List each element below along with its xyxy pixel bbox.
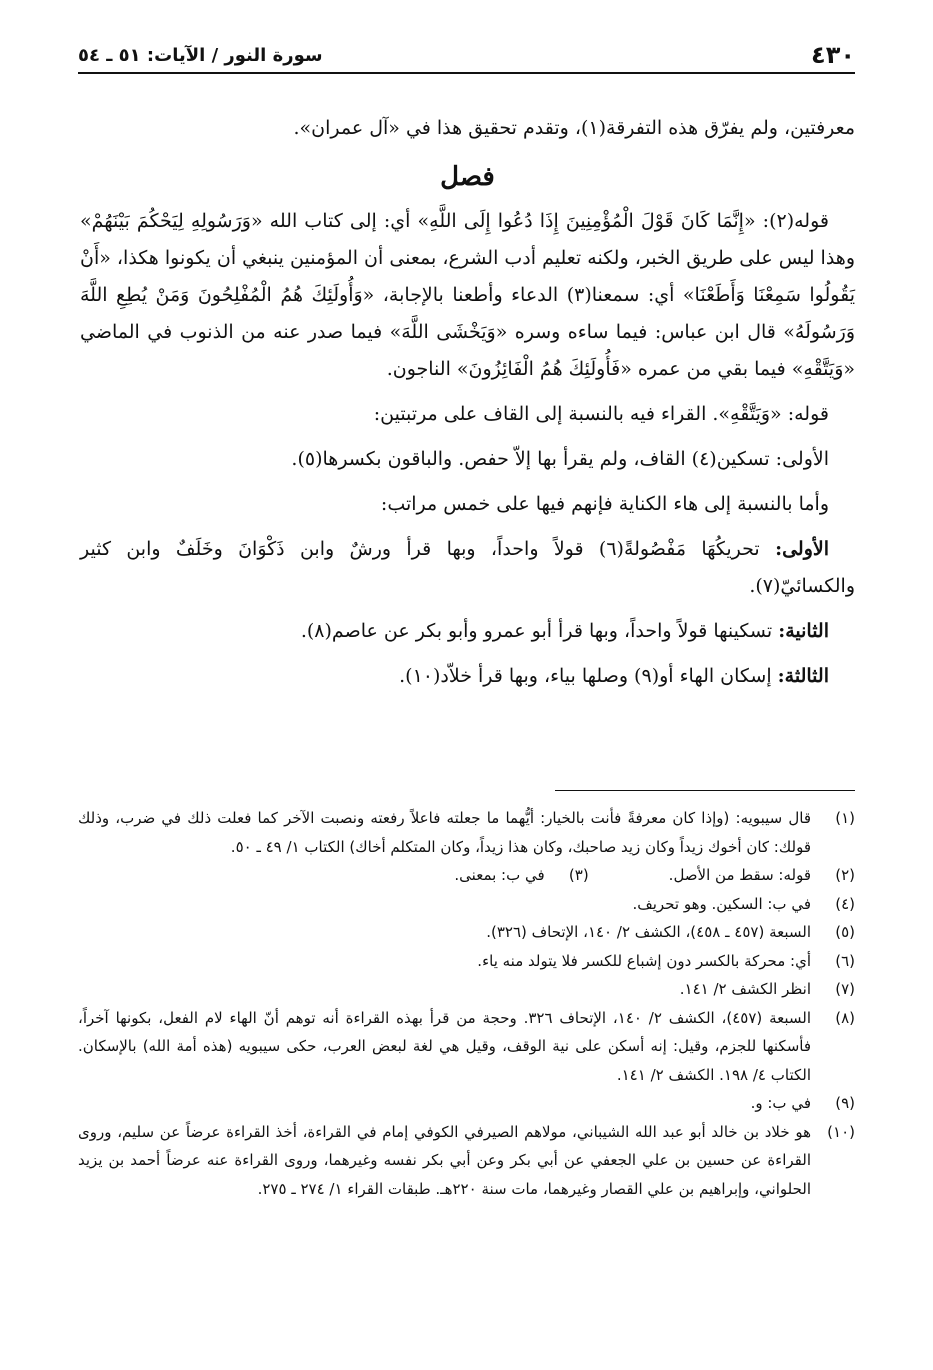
paragraph-1: معرفتين، ولم يفرّق هذه التفرقة(١)، وتقدم تحقيق هذا في «آل عمران». [293,117,855,139]
paragraph-6 [80,531,855,605]
section-heading: فصل [440,162,495,192]
footnote-text: في ب: بمعنى. [454,866,545,884]
footnote-text: السبعة (٤٥٧ ـ ٤٥٨)، الكشف ٢/ ١٤٠، الإتحاف (٣٢٦). [486,923,811,941]
main-text [80,110,855,703]
page-number: ٤٣٠ [811,41,855,69]
footnote-text: أي: محركة بالكسر دون إشباع للكسر فلا يتولد منه ياء. [477,951,811,970]
rank-text-third: إسكان الهاء أو(٩) وصلها بياء، وبها قرأ خلاّد(١٠). [399,665,772,687]
footnote [78,975,855,1004]
footnote-text: السبعة (٤٥٧)، الكشف ٢/ ١٤٠، الإتحاف ٣٢٦. وحجة من قرأ بهذه القراءة أنه توهم أنّ الهاء لام الفعل، بكونها آخراً، فأسكنها للجزم، وقيل: إنه أسكن على نية الوقف، وقيل هي لغة لبعض العرب، حكى سيبويه (هذه أمة الله) بالإسكان. الكتاب ٤/ ١٩٨. الكشف ٢/ ١٤١. [78,1008,812,1084]
footnote-number: (١٠) [827,1122,855,1141]
footnote [78,918,855,947]
page-header [78,38,855,74]
footnote [454,861,588,890]
footnote [78,890,855,919]
paragraph-4: الأولى: تسكين(٤) القاف، ولم يقرأ بها إلاّ حفص. والباقون بكسرها(٥). [291,448,829,470]
footnotes [78,804,855,1203]
running-title: سورة النور / الآيات: ٥١ ـ ٥٤ [78,44,323,66]
footnote-number: (٩) [835,1094,855,1112]
footnote-number: (١) [835,809,855,827]
footnote-separator [555,790,855,791]
footnote-number: (٤) [835,894,855,913]
footnote [78,804,855,861]
footnote-number: (٨) [835,1008,855,1027]
footnote [78,1004,855,1090]
footnote-number: (٢) [835,866,855,884]
footnote-text: انظر الكشف ٢/ ١٤١. [679,980,811,998]
rank-text-second: تسكينها قولاً واحداً، وبها قرأ أبو عمرو وأبو بكر عن عاصم(٨). [300,620,773,642]
rank-label-first: الأولى: [775,538,829,560]
paragraph-3: قوله: «وَيَتَّقْهِ». القراء فيه بالنسبة إلى القاف على مرتبتين: [373,403,829,425]
footnote-text: في ب: و. [750,1094,811,1112]
footnote [78,1118,855,1204]
footnote-number: (٥) [835,923,855,941]
paragraph-2: قوله(٢): «إِنَّمَا كَانَ قَوْلَ الْمُؤْمِنِينَ إِذَا دُعُوا إِلَى اللَّهِ» أي: إلى كتاب الله «وَرَسُولِهِ لِيَحْكُمَ بَيْنَهُمْ» وهذا ليس على طريق الخبر، ولكنه تعليم أدب الشرع، بمعنى أن المؤمنين ينبغي أن يكونوا هكذا، «أَنْ يَقُولُوا سَمِعْنَا وَأَطَعْنَا» أي: سمعنا(٣) الدعاء وأطعنا بالإجابة، «وَأُولَئِكَ هُمُ الْمُفْلِحُونَ وَمَنْ يُطِعِ اللَّهَ وَرَسُولَهُ» قال ابن عباس: فيما ساءه وسره «وَيَخْشَى اللَّهَ» فيما صدر عنه من الذنوب في الماضي «وَيَتَّقْهِ» فيما بقي من عمره «فَأُولَئِكَ هُمُ الْفَائِزُونَ» الناجون. [80,210,856,380]
footnote-text: قال سيبويه: (وإذا كان معرفةً فأنت بالخيار: أيُّهما ما جعلته فاعلاً رفعته ونصبت الآخر كما فعلت ذلك في ضرب، وذلك قولك: كان أخوك زيداً وكان زيد صاحبك، وكان هذا زيداً، وكان المتكلم أخاك) الكتاب ١/ ٤٩ ـ ٥٠. [78,809,811,856]
paragraph-7 [80,613,855,650]
footnote-number: (٣) [568,866,589,884]
footnote-pair [78,861,855,890]
footnote-text: قوله: سقط من الأصل. [668,866,811,884]
footnote-text: هو خلاد بن خالد أبو عبد الله الشيباني، مولاهم الصيرفي الكوفي إمام في القراءة، أخذ القراءة عرضاً عن سليم، وروى القراءة عن حسين بن علي الجعفي عن أبي بكر وعن أبي بكر نفسه وغيرهما، وروى القراءة عنه عرضاً أحمد بن يزيد الحلواني، وإبراهيم بن علي القصار وغيرهما، مات سنة ٢٢٠هـ. طبقات القراء ١/ ٢٧٤ ـ ٢٧٥. [78,1122,811,1198]
rank-label-third: الثالثة: [777,665,829,687]
rank-text-first: تحريكُهَا مَفْصُولةً(٦) قولاً واحداً، وبها قرأ ورشٌ وابن ذَكْوَانَ وخَلَفٌ وابن كثير والكسائيّ(٧). [80,538,855,597]
footnote-number: (٦) [835,951,855,970]
rank-label-second: الثانية: [778,620,829,642]
footnote [669,861,855,890]
footnote [78,947,855,976]
footnote [78,1089,855,1118]
footnote-text: في ب: السكين. وهو تحريف. [632,894,811,913]
footnote-number: (٧) [835,980,855,998]
paragraph-8 [80,658,855,695]
paragraph-5: وأما بالنسبة إلى هاء الكناية فإنهم فيها على خمس مراتب: [380,493,829,515]
